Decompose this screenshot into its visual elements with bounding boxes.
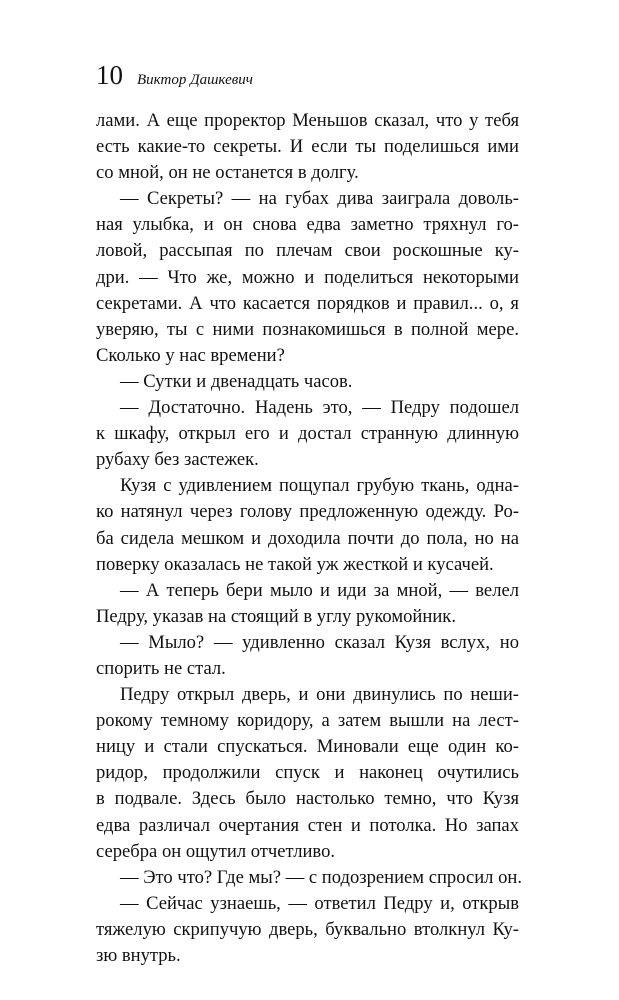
running-head-author: Виктор Дашкевич <box>137 72 253 88</box>
text-line: едва различал очертания стен и потолка. Но запах <box>96 814 519 836</box>
text-line: ба сидела мешком и доходила почти до пола, но на <box>96 527 519 549</box>
text-line: рокому темному коридору, а затем вышли на лест- <box>96 710 519 732</box>
text-line: зю внутрь. <box>96 945 181 966</box>
text-line: дри. — Что же, можно и поделиться некоторыми <box>96 266 519 288</box>
text-line: ловой, рассыпая по плечам свои роскошные ку- <box>96 240 519 262</box>
text-line: ко натянул через голову предложенную одежду. Ро- <box>96 501 519 523</box>
text-line: — А теперь бери мыло и иди за мной, — велел <box>120 579 519 601</box>
text-line: рубаху без застежек. <box>96 449 259 471</box>
text-line: — Секреты? — на губах дива заиграла доволь- <box>120 188 519 210</box>
text-line: — Это что? Где мы? — с подозрением спросил он. <box>120 866 523 888</box>
text-line: секретами. А что касается порядков и правил... о, я <box>96 292 519 314</box>
page-number: 10 <box>96 60 123 90</box>
text-line: — Сейчас узнаешь, — ответил Педру и, открыв <box>120 892 519 914</box>
text-line: — Сутки и двенадцать часов. <box>120 370 353 392</box>
text-line: со мной, он не останется в долгу. <box>96 162 359 184</box>
text-line: Педру, указав на стоящий в углу рукомойник. <box>96 605 456 627</box>
text-line: лами. А еще проректор Меньшов сказал, что у тебя <box>96 110 519 131</box>
text-line: спорить не стал. <box>96 657 226 679</box>
text-line: серебра он ощутил отчетливо. <box>96 840 336 862</box>
text-line: ридор, продолжили спуск и наконец очутились <box>96 762 519 784</box>
text-line: Педру открыл дверь, и они двинулись по неши- <box>120 684 519 706</box>
text-line: тяжелую скрипучую дверь, буквально втолкнул Ку- <box>96 918 519 940</box>
text-line: в подвале. Здесь было настолько темно, что Кузя <box>96 788 519 810</box>
text-line: Кузя с удивлением пощупал грубую ткань, одна- <box>120 475 519 497</box>
text-line: к шкафу, открыл его и достал странную длинную <box>96 423 519 445</box>
text-line: — Достаточно. Надень это, — Педру подошел <box>120 397 519 419</box>
text-line: ная улыбка, и он снова едва заметно тряхнул го- <box>96 214 519 236</box>
body-text <box>96 108 523 969</box>
text-line: Сколько у нас времени? <box>96 344 285 366</box>
text-line: уверяю, ты с ними познакомишься в полной мере. <box>96 318 519 340</box>
text-line: — Мыло? — удивленно сказал Кузя вслух, но <box>120 631 519 653</box>
page-header <box>96 60 253 95</box>
text-line: есть какие-то секреты. И если ты поделишься ими <box>96 136 519 158</box>
text-line: поверку оказалась не такой уж жесткой и кусачей. <box>96 553 494 575</box>
text-line: ницу и стали спускаться. Миновали еще один ко- <box>96 736 519 758</box>
